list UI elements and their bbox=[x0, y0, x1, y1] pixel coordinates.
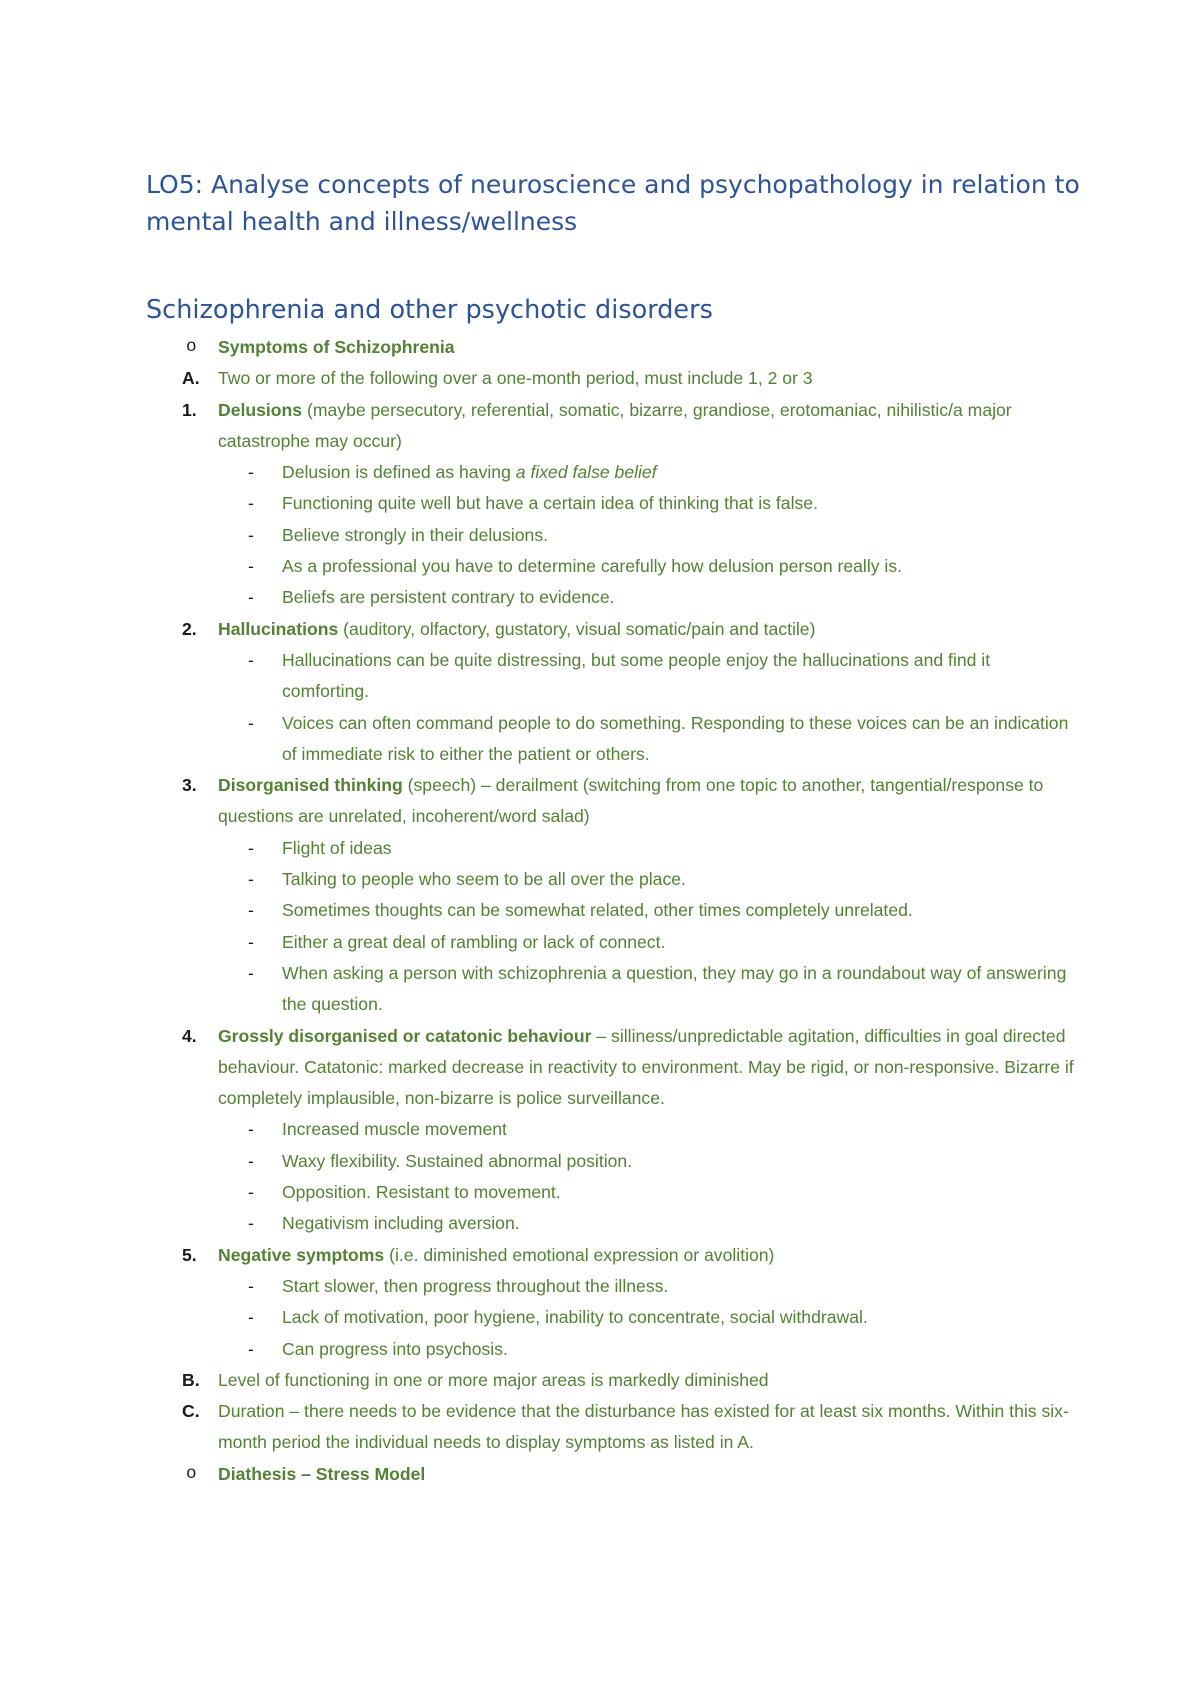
list-item-text: Voices can often command people to do something. Responding to these voices can be an indication of immediate risk to either the patient or others. bbox=[282, 712, 1069, 764]
list-item-text: Beliefs are persistent contrary to evidence. bbox=[282, 587, 615, 608]
list-item bbox=[146, 833, 1076, 864]
list-marker: A. bbox=[182, 368, 200, 389]
list-item bbox=[146, 958, 1076, 1021]
list-item-text: Believe strongly in their delusions. bbox=[282, 524, 549, 545]
list-item-delusions bbox=[146, 395, 1076, 458]
dash-marker: - bbox=[248, 1338, 254, 1359]
list-item bbox=[146, 895, 1076, 926]
criterion-a-text: Two or more of the following over a one-month period, must include 1, 2 or 3 bbox=[218, 368, 813, 389]
list-item-text: When asking a person with schizophrenia a question, they may go in a roundabout way of answering the question. bbox=[282, 962, 1067, 1015]
delusions-label: Delusions bbox=[218, 399, 303, 420]
list-item-text: Waxy flexibility. Sustained abnormal position. bbox=[282, 1150, 633, 1171]
list-item-text: Functioning quite well but have a certain idea of thinking that is false. bbox=[282, 493, 818, 514]
dash-marker: - bbox=[248, 962, 254, 983]
list-item-criterion-c bbox=[146, 1396, 1076, 1459]
dash-marker: - bbox=[248, 900, 254, 921]
dash-marker: - bbox=[248, 587, 254, 608]
list-item-criterion-b bbox=[146, 1365, 1076, 1396]
list-marker: 2. bbox=[182, 618, 197, 639]
criterion-b-text: Level of functioning in one or more major areas is markedly diminished bbox=[218, 1369, 769, 1390]
dash-marker: - bbox=[248, 837, 254, 858]
document-body bbox=[146, 332, 1076, 1490]
list-item-text: Lack of motivation, poor hygiene, inability to concentrate, social withdrawal. bbox=[282, 1307, 868, 1328]
list-item bbox=[146, 645, 1076, 708]
list-item-text: Flight of ideas bbox=[282, 837, 392, 858]
list-item bbox=[146, 1114, 1076, 1145]
list-item-text: Hallucinations can be quite distressing, but some people enjoy the hallucinations and find it comforting. bbox=[282, 649, 991, 702]
list-item bbox=[146, 1271, 1076, 1302]
bullet-marker: o bbox=[186, 1463, 197, 1484]
list-item bbox=[146, 864, 1076, 895]
list-item-disorganised-thinking bbox=[146, 770, 1076, 833]
dash-marker: - bbox=[248, 712, 254, 733]
negative-symptoms-label: Negative symptoms bbox=[218, 1244, 385, 1265]
list-item-text: Start slower, then progress throughout the illness. bbox=[282, 1275, 669, 1296]
disorganised-thinking-label: Disorganised thinking bbox=[218, 775, 403, 796]
bullet-marker: o bbox=[186, 337, 197, 357]
catatonic-label: Grossly disorganised or catatonic behaviour bbox=[218, 1025, 592, 1046]
dash-marker: - bbox=[248, 1119, 254, 1140]
list-item-text: Talking to people who seem to be all over the place. bbox=[282, 869, 686, 890]
dash-marker: - bbox=[248, 649, 254, 670]
disorganised-thinking-text: (speech) – derailment (switching from one topic to another, tangential/response to questions are unrelated, incoherent/word salad) bbox=[218, 775, 1044, 827]
list-item bbox=[146, 551, 1076, 582]
list-item bbox=[146, 1208, 1076, 1239]
list-item bbox=[146, 1146, 1076, 1177]
section-heading: Schizophrenia and other psychotic disorders bbox=[146, 295, 713, 325]
list-item-criterion-a bbox=[146, 363, 1076, 394]
list-marker: C. bbox=[182, 1401, 200, 1422]
list-item-hallucinations bbox=[146, 614, 1076, 645]
list-item-text: Increased muscle movement bbox=[282, 1119, 507, 1140]
dash-marker: - bbox=[248, 1150, 254, 1171]
dash-marker: - bbox=[248, 524, 254, 545]
list-item-text: Negativism including aversion. bbox=[282, 1213, 520, 1234]
list-item-text: Either a great deal of rambling or lack of connect. bbox=[282, 931, 666, 952]
dash-marker: - bbox=[248, 931, 254, 952]
dash-marker: - bbox=[248, 1182, 254, 1203]
symptoms-heading-text: Symptoms of Schizophrenia bbox=[218, 337, 455, 357]
delusion-definition-emphasis: a fixed false belief bbox=[515, 462, 657, 483]
dash-marker: - bbox=[248, 869, 254, 890]
dash-marker: - bbox=[248, 1275, 254, 1296]
delusions-text: (maybe persecutory, referential, somatic, bizarre, grandiose, erotomaniac, nihilistic/a major catastrophe may occur) bbox=[218, 399, 1012, 451]
criterion-c-text: Duration – there needs to be evidence that the disturbance has existed for at least six months. Within this six-month period the individual needs to display symptoms as listed in A. bbox=[218, 1401, 1069, 1453]
list-item bbox=[146, 520, 1076, 551]
list-item bbox=[146, 1334, 1076, 1365]
catatonic-text: – silliness/unpredictable agitation, difficulties in goal directed behaviour. Catatonic: marked decrease in reactivity to environment. May be rigid, or non-responsive. Bizarre if completely implausible, non-bizarre is police surveillance. bbox=[218, 1025, 1074, 1109]
list-marker: 4. bbox=[182, 1025, 197, 1046]
list-item-text: Can progress into psychosis. bbox=[282, 1338, 508, 1359]
list-marker: B. bbox=[182, 1369, 200, 1390]
page-title: LO5: Analyse concepts of neuroscience and psychopathology in relation to mental health and illness/wellness bbox=[146, 170, 1080, 236]
list-marker: 5. bbox=[182, 1244, 197, 1265]
dash-marker: - bbox=[248, 1213, 254, 1234]
hallucinations-text: (auditory, olfactory, gustatory, visual somatic/pain and tactile) bbox=[338, 618, 816, 639]
list-item-symptoms-heading bbox=[146, 332, 1076, 363]
dash-marker: - bbox=[248, 462, 254, 483]
list-item-text: As a professional you have to determine carefully how delusion person really is. bbox=[282, 556, 903, 577]
list-item bbox=[146, 1177, 1076, 1208]
list-item bbox=[146, 927, 1076, 958]
list-item-diathesis bbox=[146, 1459, 1076, 1490]
list-item-text: Opposition. Resistant to movement. bbox=[282, 1182, 561, 1203]
list-item bbox=[146, 708, 1076, 771]
list-item-text: Sometimes thoughts can be somewhat related, other times completely unrelated. bbox=[282, 900, 913, 921]
list-item-negative-symptoms bbox=[146, 1240, 1076, 1271]
dash-marker: - bbox=[248, 1307, 254, 1328]
hallucinations-label: Hallucinations bbox=[218, 618, 339, 639]
dash-marker: - bbox=[248, 493, 254, 514]
list-marker: 3. bbox=[182, 775, 197, 796]
delusion-definition-text: Delusion is defined as having bbox=[282, 462, 516, 483]
list-item bbox=[146, 582, 1076, 613]
list-item bbox=[146, 1302, 1076, 1333]
dash-marker: - bbox=[248, 556, 254, 577]
list-item bbox=[146, 457, 1076, 488]
negative-symptoms-text: (i.e. diminished emotional expression or avolition) bbox=[384, 1244, 775, 1265]
list-item bbox=[146, 488, 1076, 519]
diathesis-heading-text: Diathesis – Stress Model bbox=[218, 1463, 426, 1484]
list-marker: 1. bbox=[182, 399, 197, 420]
list-item-catatonic-behaviour bbox=[146, 1021, 1076, 1115]
